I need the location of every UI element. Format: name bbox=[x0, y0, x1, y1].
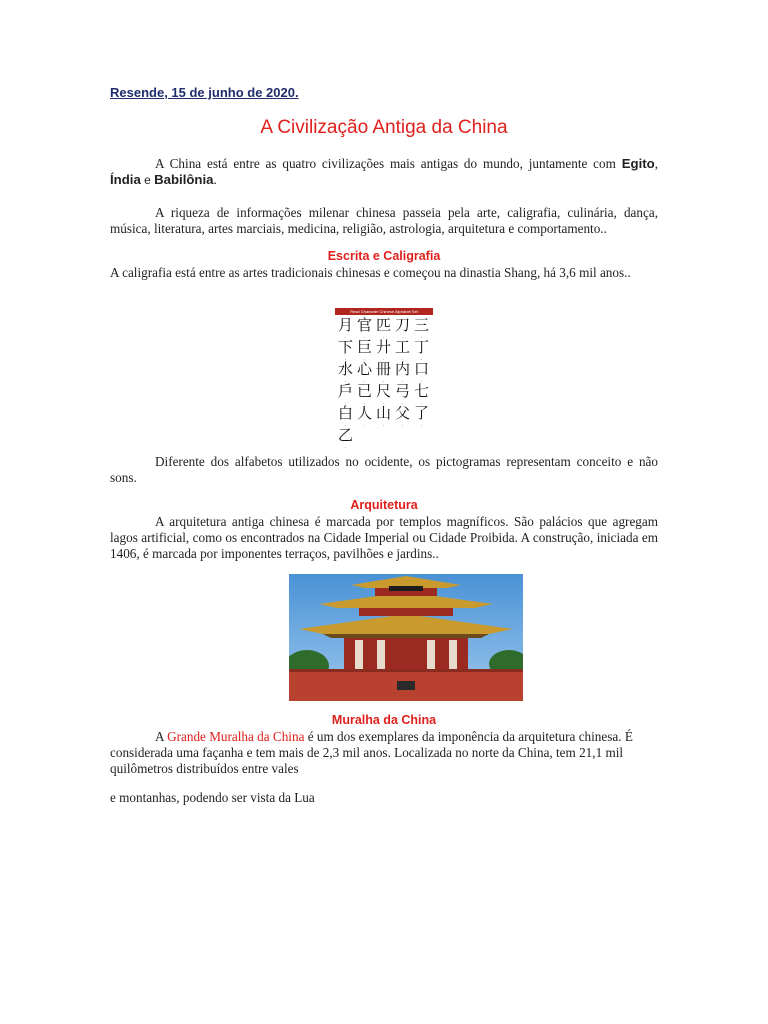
calligraphy-glyph: 官 · bbox=[355, 317, 374, 339]
muralha-paragraph bbox=[110, 729, 658, 776]
calligraphy-glyph: 月 · bbox=[336, 317, 355, 339]
calligraphy-glyph: 冊 · bbox=[374, 361, 393, 383]
calligraphy-glyph: 巨 · bbox=[355, 339, 374, 361]
calligraphy-glyph: 内 · bbox=[393, 361, 412, 383]
calligraphy-glyph: 戶 · bbox=[336, 383, 355, 405]
calligraphy-glyph: 心 · bbox=[355, 361, 374, 383]
comma: , bbox=[654, 156, 659, 171]
muralha-last-line: e montanhas, podendo ser vista da Lua bbox=[110, 790, 315, 805]
calligraphy-glyph: 乙 · bbox=[336, 427, 355, 449]
calligraphy-glyph: 七 · bbox=[412, 383, 431, 405]
calligraphy-glyph: 三 · bbox=[412, 317, 431, 339]
escrita-after-paragraph: Diferente dos alfabetos utilizados no ocidente, os pictogramas representam conceito e não sons. bbox=[110, 454, 658, 485]
intro-paragraph-2: A riqueza de informações milenar chinesa passeia pela arte, caligrafia, culinária, dança, música, literatura, artes marciais, medicina, religião, astrologia, arquitetura e comportamento.. bbox=[110, 205, 658, 236]
calligraphy-glyph: 白 · bbox=[336, 405, 355, 427]
calligraphy-chart-image bbox=[335, 308, 433, 444]
calligraphy-chart-banner: Read Character Chinese Alphabet Set bbox=[335, 308, 433, 315]
calligraphy-glyph-grid bbox=[335, 317, 433, 449]
conjunction: e bbox=[140, 172, 155, 187]
calligraphy-glyph: 廾 · bbox=[374, 339, 393, 361]
arquitetura-paragraph: A arquitetura antiga chinesa é marcada por templos magníficos. São palácios que agregam lagos artificial, como os encontrados na Cidade Imperial ou Cidade Proibida. A construção, iniciada em 1406, é marcada por imponentes terraços, pavilhões e jardins.. bbox=[110, 514, 658, 561]
babilonia-term: Babilônia bbox=[154, 171, 214, 187]
escrita-paragraph: A caligrafia está entre as artes tradicionais chinesas e começou na dinastia Shang, há 3,6 mil anos.. bbox=[110, 265, 631, 280]
calligraphy-glyph: 尺 · bbox=[374, 383, 393, 405]
great-wall-link[interactable]: Grande Muralha da China bbox=[167, 729, 305, 744]
muralha-lead: A bbox=[155, 729, 168, 744]
calligraphy-glyph: 工 · bbox=[393, 339, 412, 361]
calligraphy-glyph: 已 · bbox=[355, 383, 374, 405]
intro-paragraph-1 bbox=[110, 156, 658, 189]
pagoda-photo bbox=[289, 574, 523, 701]
calligraphy-glyph: 刀 · bbox=[393, 317, 412, 339]
calligraphy-glyph: 了 · bbox=[412, 405, 431, 427]
calligraphy-glyph: 山 · bbox=[374, 405, 393, 427]
calligraphy-glyph: 弓 · bbox=[393, 383, 412, 405]
egito-term: Egito bbox=[621, 156, 655, 171]
calligraphy-glyph: 丁 · bbox=[412, 339, 431, 361]
muralha-text: é um dos exemplares da imponência da arquitetura chinesa. É considerada uma façanha e tem mais de 2,3 mil anos. Localizada no norte da China, tem 21,1 mil quilômetros distribuídos entre vales bbox=[110, 729, 633, 776]
period: . bbox=[213, 171, 217, 187]
heading-arquitetura: Arquitetura bbox=[350, 498, 418, 512]
heading-escrita: Escrita e Caligrafia bbox=[327, 249, 441, 263]
heading-muralha: Muralha da China bbox=[331, 713, 437, 727]
calligraphy-glyph: 口 · bbox=[412, 361, 431, 383]
calligraphy-glyph: 匹 · bbox=[374, 317, 393, 339]
document-date: Resende, 15 de junho de 2020. bbox=[110, 85, 299, 100]
calligraphy-glyph: 人 · bbox=[355, 405, 374, 427]
calligraphy-glyph: 下 · bbox=[336, 339, 355, 361]
calligraphy-glyph: 父 · bbox=[393, 405, 412, 427]
document-title: A Civilização Antiga da China bbox=[260, 117, 508, 138]
calligraphy-glyph: 水 · bbox=[336, 361, 355, 383]
intro-text: A China está entre as quatro civilizações mais antigas do mundo, juntamente com bbox=[155, 156, 616, 171]
india-term: Índia bbox=[110, 171, 141, 187]
